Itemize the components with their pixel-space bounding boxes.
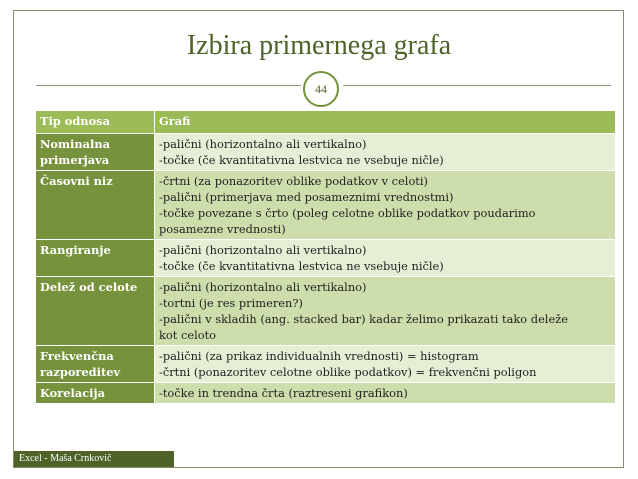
chart-line: -točke (če kvantitativna lestvica ne vsebuje ničle): [159, 259, 444, 273]
slide-footer: Excel - Maša Crnkovič: [14, 451, 174, 467]
row-charts: [155, 383, 616, 404]
row-charts: [155, 171, 616, 240]
page-number-badge: 44: [303, 71, 339, 107]
row-type: Delež od celote: [36, 277, 155, 346]
chart-line: -črtni (ponazoritev celotne oblike podatkov) = frekvenčni poligon: [159, 365, 537, 379]
row-type: Časovni niz: [36, 171, 155, 240]
chart-line: posamezne vrednosti): [159, 222, 286, 236]
chart-line: -palični v skladih (ang. stacked bar) kadar želimo prikazati tako deleže: [159, 312, 568, 326]
header-relation-type: Tip odnosa: [36, 111, 155, 134]
chart-line: -palični (horizontalno ali vertikalno): [159, 280, 367, 294]
row-type: Rangiranje: [36, 240, 155, 277]
chart-line: -tortni (je res primeren?): [159, 296, 303, 310]
chart-line: -palični (primerjava med posameznimi vrednostmi): [159, 190, 454, 204]
chart-line: -palični (horizontalno ali vertikalno): [159, 137, 367, 151]
table-row: [36, 277, 616, 346]
header-charts: Grafi: [155, 111, 616, 134]
chart-line: -palični (za prikaz individualnih vrednosti) = histogram: [159, 349, 479, 363]
table-row: [36, 346, 616, 383]
row-type: Nominalna primerjava: [36, 134, 155, 171]
title-rule-left: [36, 85, 301, 86]
table-header-row: [36, 111, 616, 134]
table-row: [36, 134, 616, 171]
chart-line: -palični (horizontalno ali vertikalno): [159, 243, 367, 257]
row-charts: [155, 134, 616, 171]
chart-line: -točke povezane s črto (poleg celotne oblike podatkov poudarimo: [159, 206, 536, 220]
table-row: [36, 240, 616, 277]
row-type: Korelacija: [36, 383, 155, 404]
slide-title: Izbira primernega grafa: [186, 30, 452, 61]
row-charts: [155, 346, 616, 383]
chart-line: -črtni (za ponazoritev oblike podatkov v celoti): [159, 174, 428, 188]
row-charts: [155, 277, 616, 346]
chart-line: -točke in trendna črta (raztreseni grafikon): [159, 386, 408, 400]
row-charts: [155, 240, 616, 277]
chart-line: kot celoto: [159, 328, 217, 342]
chart-choice-table: [35, 110, 616, 404]
chart-line: -točke (če kvantitativna lestvica ne vsebuje ničle): [159, 153, 444, 167]
table-row: [36, 171, 616, 240]
row-type: Frekvenčna razporeditev: [36, 346, 155, 383]
title-rule-right: [343, 85, 611, 86]
table-row: [36, 383, 616, 404]
